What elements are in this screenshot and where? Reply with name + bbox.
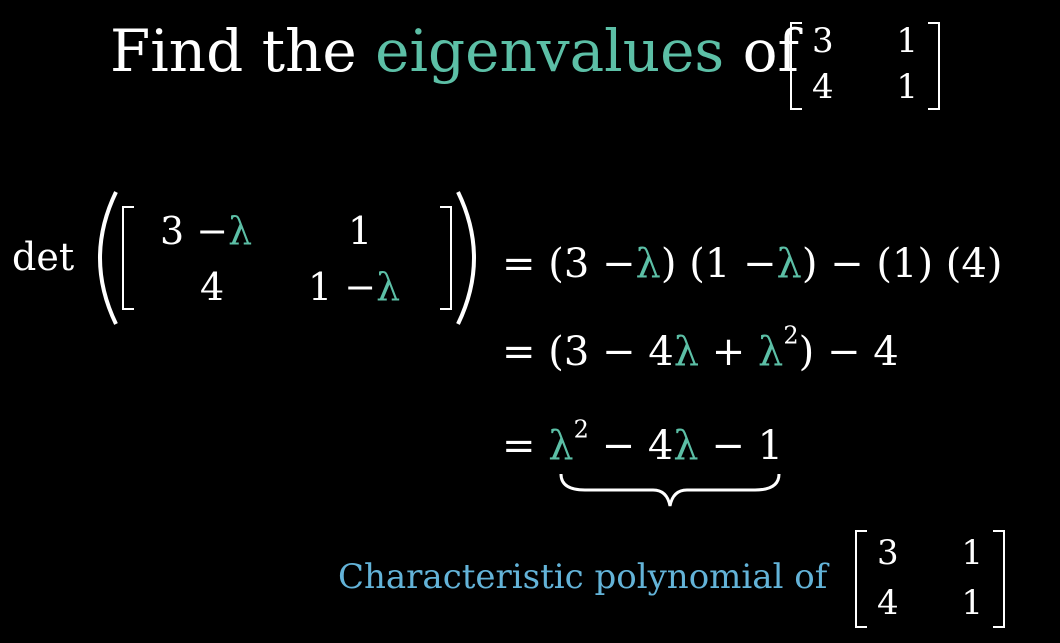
bottom-cell-b: 1 (961, 533, 983, 573)
det-matrix-left-bracket (122, 206, 134, 310)
right-paren (452, 188, 492, 328)
det-label: det (12, 235, 75, 279)
title-prefix: Find the (110, 17, 357, 85)
matrix-cell-b: 1 (896, 21, 918, 61)
bottom-matrix-left-bracket (855, 530, 867, 628)
equation-line-1: = (3 −λ) (1 −λ) − (1) (4) (502, 241, 1003, 287)
bottom-cell-d: 1 (961, 583, 983, 623)
title-matrix (790, 22, 940, 110)
title-suffix: of (742, 17, 799, 85)
matrix-right-bracket (928, 22, 940, 110)
title-highlight: eigenvalues (375, 17, 725, 85)
bottom-cell-c: 4 (877, 583, 899, 623)
bottom-matrix (855, 530, 1005, 628)
matrix-cell-a: 3 (812, 21, 834, 61)
page-title (110, 17, 799, 85)
bottom-matrix-right-bracket (993, 530, 1005, 628)
characteristic-label: Characteristic polynomial of (338, 557, 828, 597)
det-cell-12: 1 (348, 209, 373, 253)
matrix-left-bracket (790, 22, 802, 110)
det-cell-22: 1 −λ (308, 265, 401, 309)
underbrace (555, 470, 785, 514)
det-matrix-right-bracket (440, 206, 452, 310)
bottom-cell-a: 3 (877, 533, 899, 573)
left-paren (82, 188, 122, 328)
det-cell-21: 4 (200, 265, 225, 309)
equation-line-3: = $\lambda^2 - 4\lambda - 1$ (502, 415, 784, 469)
matrix-cell-d: 1 (896, 67, 918, 107)
matrix-cell-c: 4 (812, 67, 834, 107)
equation-line-2: = $(3 - 4\lambda + \lambda^2) - 4$ (502, 321, 899, 375)
det-matrix (122, 206, 452, 310)
det-cell-11: 3 −λ (160, 209, 253, 253)
